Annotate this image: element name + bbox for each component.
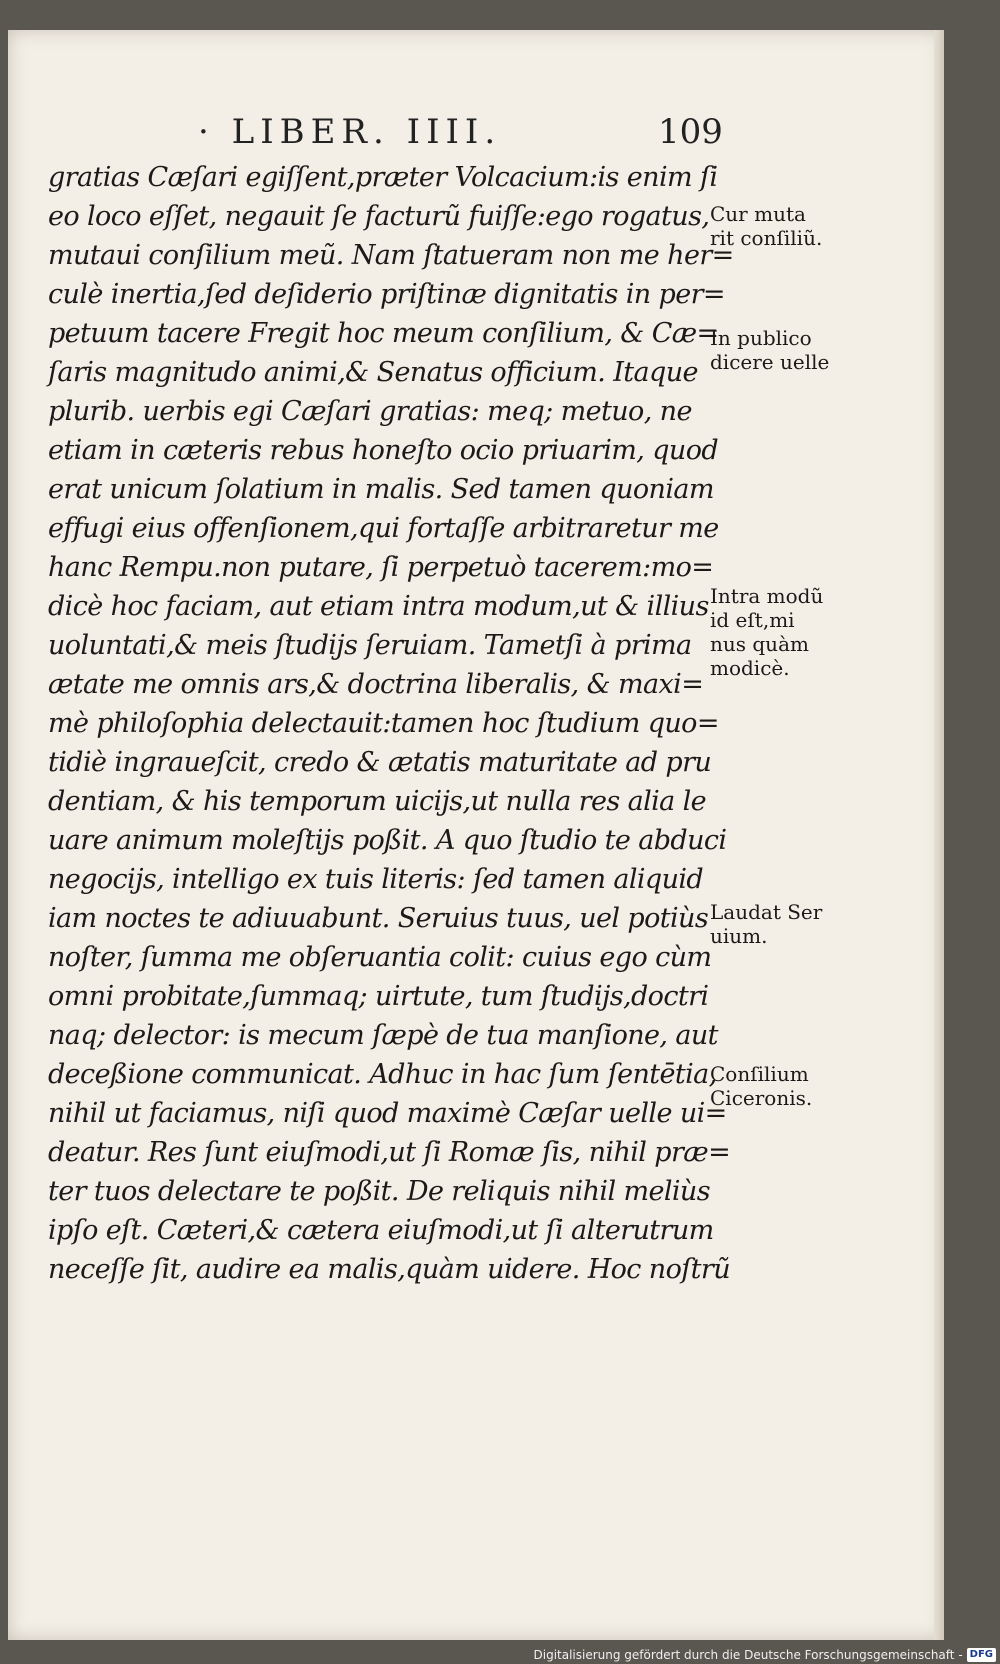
text-line: mè philoſophia delectauit:tamen hoc ſtudium quo=: [48, 708, 719, 739]
text-line: erat unicum ſolatium in malis. Sed tamen quoniam: [48, 474, 714, 505]
marginal-line: Laudat Ser: [710, 900, 823, 924]
marginal-line: Intra modũ: [710, 584, 824, 608]
text-line: petuum tacere Fregit hoc meum conſilium, & Cæ=: [48, 318, 719, 349]
text-line: effugi eius offenſionem,qui fortaſſe arbitraretur me: [48, 513, 719, 544]
running-head: · LIBER. IIII.: [198, 112, 502, 152]
text-line: ter tuos delectare te poßit. De reliquis nihil meliùs: [48, 1176, 710, 1207]
text-line: uare animum moleſtijs poßit. A quo ſtudio te abduci: [48, 825, 727, 856]
text-line: iam noctes te adiuuabunt. Seruius tuus, uel potiùs: [48, 903, 709, 934]
text-line: ætate me omnis ars,& doctrina liberalis, & maxi=: [48, 669, 704, 700]
text-line: mutaui conſilium meũ. Nam ſtatueram non me her=: [48, 240, 734, 271]
text-line: hanc Rempu.non putare, ſi perpetuò tacerem:mo=: [48, 552, 714, 583]
text-line: dentiam, & his temporum uicijs,ut nulla res alia le: [48, 786, 707, 817]
marginal-note-2: [710, 326, 829, 374]
marginal-line: Ciceronis.: [710, 1086, 813, 1110]
text-line: gratias Cæſari egiſſent,præter Volcacium:is enim ſi: [48, 162, 718, 193]
marginal-line: Cur muta: [710, 202, 806, 226]
text-line: neceſſe ſit, audire ea malis,quàm uidere. Hoc noſtrũ: [48, 1254, 730, 1285]
text-line: ſaris magnitudo animi,& Senatus officium. Itaque: [48, 357, 698, 388]
text-line: plurib. uerbis egi Cæſari gratias: meq; metuo, ne: [48, 396, 692, 427]
text-line: eo loco eſſet, negauit ſe facturũ fuiſſe:ego rogatus,: [48, 201, 710, 232]
marginal-line: dicere uelle: [710, 350, 830, 374]
text-line: tidiè ingraueſcit, credo & ætatis maturitate ad pru: [48, 747, 712, 778]
marginal-line: uium.: [710, 924, 768, 948]
text-line: nihil ut faciamus, niſi quod maximè Cæſar uelle ui=: [48, 1098, 727, 1129]
page-number: 109: [658, 112, 723, 152]
marginal-line: Conſilium: [710, 1062, 809, 1086]
text-line: deceßione communicat. Adhuc in hac ſum ſentētia,: [48, 1059, 717, 1090]
text-line: ipſo eſt. Cæteri,& cætera eiuſmodi,ut ſi alterutrum: [48, 1215, 714, 1246]
text-line: dicè hoc faciam, aut etiam intra modum,ut & illius: [48, 591, 709, 622]
marginal-note-1: [710, 202, 822, 250]
marginal-note-5: [710, 1062, 812, 1110]
body-text: [48, 158, 734, 1289]
text-line: negocijs, intelligo ex tuis literis: ſed tamen aliquid: [48, 864, 704, 895]
dfg-logo: DFG: [967, 1648, 996, 1662]
page-edge: [934, 30, 944, 1640]
marginal-note-4: [710, 900, 822, 948]
text-line: etiam in cæteris rebus honeſto ocio priuarim, quod: [48, 435, 719, 466]
marginal-line: nus quàm: [710, 632, 809, 656]
digitization-credit: [534, 1648, 997, 1662]
text-line: deatur. Res ſunt eiuſmodi,ut ſi Romæ ſis, nihil præ=: [48, 1137, 731, 1168]
marginal-line: modicè.: [710, 656, 790, 680]
text-line: omni probitate,ſummaq; uirtute, tum ſtudijs,doctri: [48, 981, 709, 1012]
text-line: noſter, ſumma me obſeruantia colit: cuius ego cùm: [48, 942, 712, 973]
marginal-line: In publico: [710, 326, 812, 350]
marginal-line: rit conſiliũ.: [710, 226, 823, 250]
text-line: naq; delector: is mecum ſæpè de tua manſione, aut: [48, 1020, 718, 1051]
marginal-line: id eſt,mi: [710, 608, 795, 632]
marginal-note-3: [710, 584, 823, 680]
text-line: uoluntati,& meis ſtudijs ſeruiam. Tametſi à prima: [48, 630, 692, 661]
credit-text: Digitalisierung gefördert durch die Deutsche Forschungsgemeinschaft -: [533, 1648, 963, 1662]
book-page: [8, 30, 944, 1640]
text-line: culè inertia,ſed deſiderio priſtinæ dignitatis in per=: [48, 279, 725, 310]
